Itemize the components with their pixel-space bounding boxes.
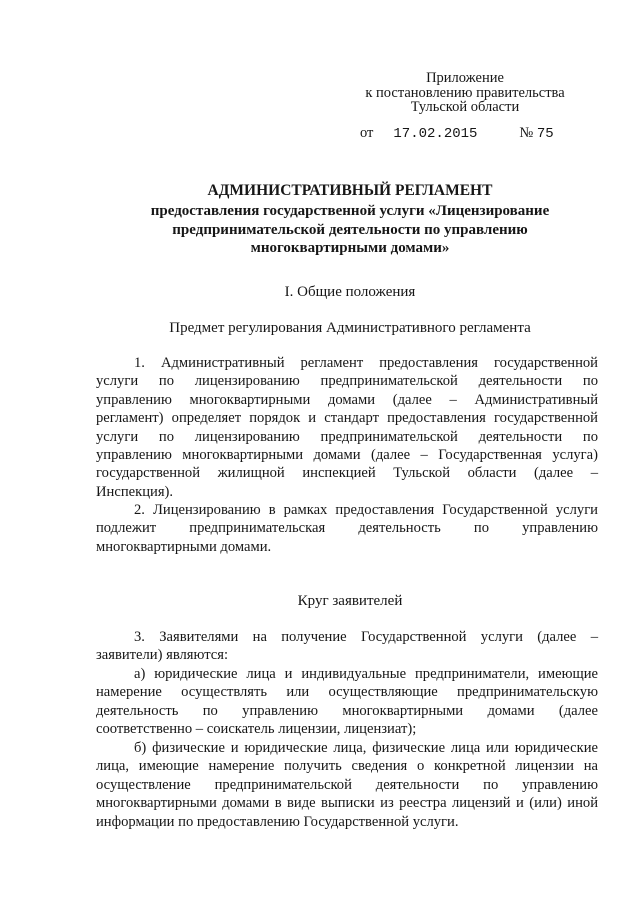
text-line: а) юридические лица и индивидуальные предприниматели, имеющие [134, 666, 598, 682]
text-line: Инспекция). [96, 483, 174, 500]
text-line: многоквартирными домами в виде выписки из реестра лицензий и (или) иной [96, 795, 598, 812]
paragraph-3b [96, 739, 598, 831]
title-line: многоквартирными домами» [250, 240, 450, 256]
document-title [100, 180, 600, 258]
paragraph-3a [96, 665, 598, 739]
title-line: предоставления государственной услуги «Лицензирование [150, 203, 550, 219]
from-label: от [360, 125, 374, 141]
text-line: б) физические и юридические лица, физические лица или юридические [134, 740, 598, 756]
text-line: намерение осуществлять или осуществляющие предпринимательскую [96, 684, 598, 701]
text-line: государственной жилищной инспекцией Тульской области (далее – [96, 465, 598, 482]
text-line: управлению многоквартирными домами (далее – Административный [96, 391, 598, 408]
decree-date: 17.02.2015 [393, 126, 478, 142]
text-line: управлению многоквартирными домами (далее – Государственная услуга) [96, 446, 598, 463]
text-line: заявители) являются: [96, 647, 229, 664]
text-line: соответственно – соискатель лицензии, лицензиат); [96, 721, 417, 738]
text-line: лица, имеющие намерение получить сведения о конкретной лицензии на [96, 758, 598, 775]
paragraph-3 [96, 628, 598, 665]
approval-line: Приложение [426, 70, 504, 86]
paragraph-1 [96, 354, 598, 501]
text-line: подлежит предпринимательская деятельность по управлению [96, 520, 598, 537]
title-line: предпринимательской деятельности по управлению [172, 221, 528, 238]
text-line: 3. Заявителями на получение Государственной услуги (далее – [134, 629, 598, 645]
text-line: осуществление предпринимательской деятельности по управлению [96, 776, 598, 793]
decree-number: 75 [536, 126, 554, 142]
text-line: услуги по лицензированию предпринимательской деятельности по [96, 428, 598, 445]
text-line: 1. Административный регламент предоставления государственной [134, 355, 598, 371]
approval-line: Тульской области [410, 99, 520, 115]
paragraph-2 [96, 501, 598, 556]
text-line: деятельность по управлению многоквартирными домами (далее [96, 702, 598, 719]
text-line: информации по предоставлению Государственной услуги. [96, 813, 459, 830]
decree-date-row [360, 125, 554, 142]
text-line: услуги по лицензированию предпринимательской деятельности по [96, 373, 598, 390]
text-line: 2. Лицензированию в рамках предоставления Государственной услуги [134, 502, 598, 518]
approval-line: к постановлению правительства [365, 84, 565, 101]
section-heading-applicants: Круг заявителей [297, 593, 403, 609]
text-line: многоквартирными домами. [96, 538, 272, 555]
approval-stamp [350, 71, 580, 115]
section-heading-subject: Предмет регулирования Административного регламента [169, 320, 531, 336]
text-line: регламент) определяет порядок и стандарт предоставления государственной [96, 410, 598, 427]
section-heading-general: I. Общие положения [284, 284, 416, 300]
number-label: № [519, 125, 534, 141]
title-main: АДМИНИСТРАТИВНЫЙ РЕГЛАМЕНТ [207, 182, 493, 199]
